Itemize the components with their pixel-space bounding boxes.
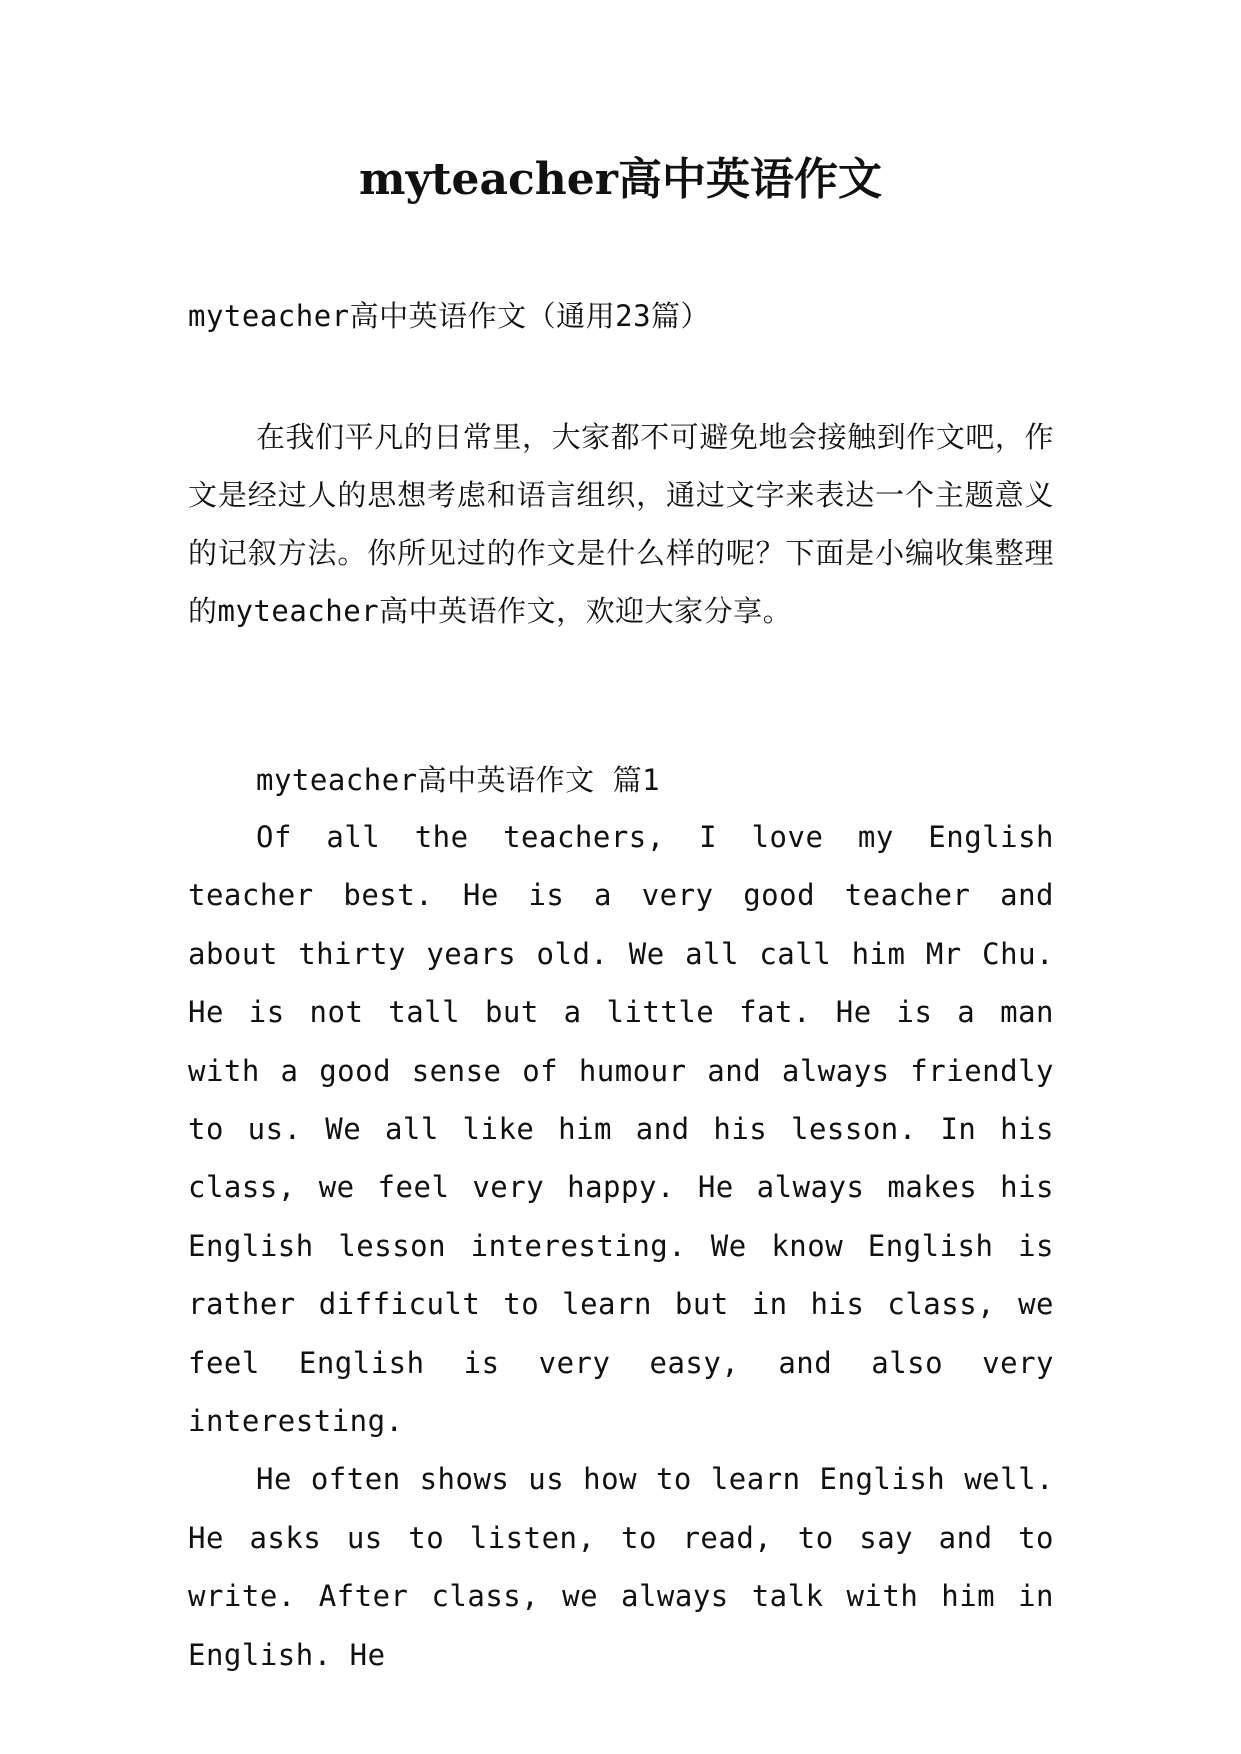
section-heading: myteacher高中英语作文 篇1 [256, 763, 661, 797]
document-subtitle: myteacher高中英语作文（通用23篇） [188, 299, 711, 333]
document-title: myteacher高中英语作文 [359, 154, 882, 205]
essay-paragraph-2: He often shows us how to learn English well. He asks us to listen, to read, to say and to write. After class, we always talk with him in English. He [188, 1462, 1054, 1672]
intro-paragraph: 在我们平凡的日常里，大家都不可避免地会接触到作文吧，作文是经过人的思想考虑和语言组织，通过文字来表达一个主题意义的记叙方法。你所见过的作文是什么样的呢？下面是小编收集整理的myteacher高中英语作文，欢迎大家分享。 [188, 420, 1054, 628]
essay-paragraph-1: Of all the teachers, I love my English teacher best. He is a very good teacher and about thirty years old. We all call him Mr Chu. He is not tall but a little fat. He is a man with a good sense of humour and always friendly to us. We all like him and his lesson. In his class, we feel very happy. He always makes his English lesson interesting. We know English is rather difficult to learn but in his class, we feel English is very easy, and also very interesting. [188, 820, 1054, 1439]
essay-body [188, 808, 1054, 1684]
